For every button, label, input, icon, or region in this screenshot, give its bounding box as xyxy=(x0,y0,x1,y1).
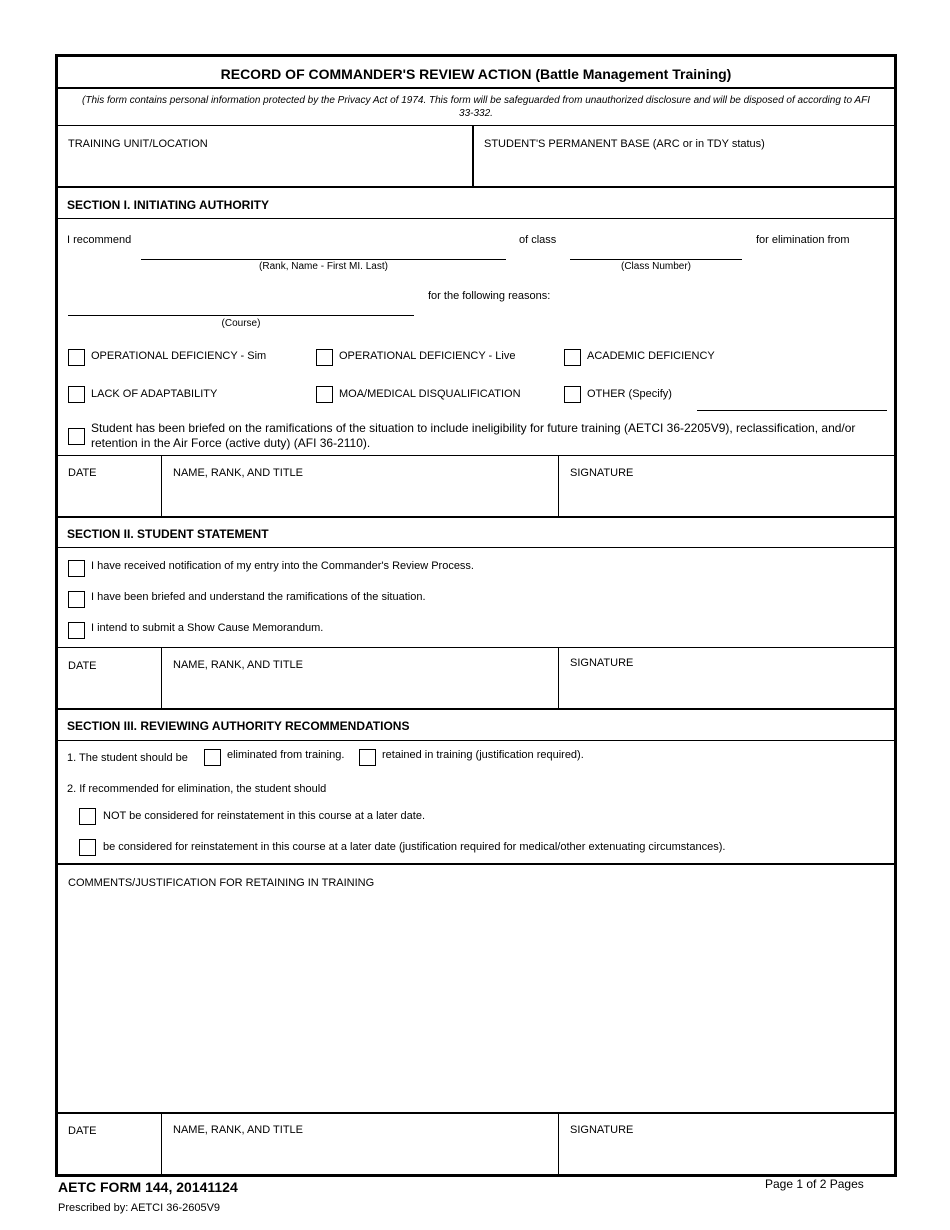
briefed-statement: Student has been briefed on the ramifications of the situation to include ineligibility for future training (AETCI 36-2205V9), reclassification, and/or retention in the Air Force (active duty) (AFI 36-2110). xyxy=(91,421,856,450)
divider xyxy=(58,125,894,126)
form-number: AETC FORM 144, 20141124 xyxy=(58,1179,238,1195)
notification-label: I have received notification of my entry into the Commander's Review Process. xyxy=(91,560,474,572)
of-class-label: of class xyxy=(519,234,557,246)
notification-checkbox[interactable] xyxy=(68,560,85,577)
not-reinstate-label: NOT be considered for reinstatement in this course at a later date. xyxy=(103,810,426,822)
form-title: RECORD OF COMMANDER'S REVIEW ACTION (Battle Management Training) xyxy=(220,66,732,82)
class-number-input[interactable] xyxy=(570,259,742,260)
s2-signature-field[interactable] xyxy=(570,675,886,705)
adaptability-checkbox[interactable] xyxy=(68,386,85,403)
class-number-caption: (Class Number) xyxy=(620,261,691,272)
briefed-understand-label: I have been briefed and understand the ramifications of the situation. xyxy=(91,591,426,603)
rank-name-input[interactable] xyxy=(141,259,506,260)
s3-signature-field[interactable] xyxy=(570,1139,886,1169)
s1-signature-field[interactable] xyxy=(570,482,886,512)
s2-name-field[interactable] xyxy=(173,675,553,705)
academic-label: ACADEMIC DEFICIENCY xyxy=(587,350,715,362)
s2-name-label: NAME, RANK, AND TITLE xyxy=(173,659,303,671)
divider xyxy=(58,218,894,219)
divider xyxy=(558,1112,559,1174)
course-caption: (Course) xyxy=(221,318,261,329)
training-unit-field[interactable] xyxy=(74,157,469,183)
divider xyxy=(161,1112,162,1174)
s3-name-label: NAME, RANK, AND TITLE xyxy=(173,1124,303,1136)
divider xyxy=(472,125,474,187)
page-indicator: Page 1 of 2 Pages xyxy=(765,1177,864,1191)
divider xyxy=(58,455,894,456)
reinstate-checkbox[interactable] xyxy=(79,839,96,856)
s3-signature-label: SIGNATURE xyxy=(570,1124,634,1136)
following-reasons-label: for the following reasons: xyxy=(428,290,551,302)
divider xyxy=(161,455,162,517)
moa-label: MOA/MEDICAL DISQUALIFICATION xyxy=(339,388,521,400)
s1-name-field[interactable] xyxy=(173,482,553,512)
s2-date-label: DATE xyxy=(68,660,97,672)
divider xyxy=(58,547,894,548)
eliminated-checkbox[interactable] xyxy=(204,749,221,766)
privacy-notice: (This form contains personal information protected by the Privacy Act of 1974. This form will be safeguarded from unauthorized disclosure and will be disposed of according to AFI 33-332. xyxy=(82,95,870,119)
divider xyxy=(161,647,162,709)
section2-heading: SECTION II. STUDENT STATEMENT xyxy=(67,527,269,541)
show-cause-label: I intend to submit a Show Cause Memorandum. xyxy=(91,622,324,634)
moa-checkbox[interactable] xyxy=(316,386,333,403)
briefed-checkbox[interactable] xyxy=(68,428,85,445)
permanent-base-label: STUDENT'S PERMANENT BASE (ARC or in TDY status) xyxy=(484,138,765,150)
other-label: OTHER (Specify) xyxy=(587,388,672,400)
divider xyxy=(58,647,894,648)
elimination-label: for elimination from xyxy=(756,234,850,246)
divider xyxy=(58,87,894,89)
op-sim-checkbox[interactable] xyxy=(68,349,85,366)
retained-checkbox[interactable] xyxy=(359,749,376,766)
q2-label: 2. If recommended for elimination, the student should xyxy=(67,783,327,795)
s1-date-label: DATE xyxy=(68,467,97,479)
training-unit-label: TRAINING UNIT/LOCATION xyxy=(68,138,208,150)
course-input[interactable] xyxy=(68,315,414,316)
reinstate-label: be considered for reinstatement in this course at a later date (justification required for medical/other extenuating circumstances). xyxy=(103,841,726,853)
s1-name-label: NAME, RANK, AND TITLE xyxy=(173,467,303,479)
show-cause-checkbox[interactable] xyxy=(68,622,85,639)
divider xyxy=(58,740,894,741)
retained-label: retained in training (justification required). xyxy=(382,749,584,761)
s2-date-field[interactable] xyxy=(70,675,158,705)
q1-label: 1. The student should be xyxy=(67,752,188,764)
op-live-label: OPERATIONAL DEFICIENCY - Live xyxy=(339,350,516,362)
s3-date-field[interactable] xyxy=(70,1139,158,1169)
adaptability-label: LACK OF ADAPTABILITY xyxy=(91,388,218,400)
divider xyxy=(58,186,894,188)
comments-textarea[interactable] xyxy=(68,895,883,1105)
section3-heading: SECTION III. REVIEWING AUTHORITY RECOMMENDATIONS xyxy=(67,719,410,733)
divider xyxy=(58,863,894,865)
s1-date-field[interactable] xyxy=(70,482,158,512)
divider xyxy=(558,647,559,709)
divider xyxy=(58,1112,894,1114)
divider xyxy=(58,708,894,710)
op-sim-label: OPERATIONAL DEFICIENCY - Sim xyxy=(91,350,267,362)
prescribed-by: Prescribed by: AETCI 36-2605V9 xyxy=(58,1202,221,1214)
eliminated-label: eliminated from training. xyxy=(227,749,345,761)
s2-signature-label: SIGNATURE xyxy=(570,657,634,669)
section1-heading: SECTION I. INITIATING AUTHORITY xyxy=(67,198,269,212)
i-recommend-label: I recommend xyxy=(67,234,132,246)
other-specify-input[interactable] xyxy=(697,410,887,411)
academic-checkbox[interactable] xyxy=(564,349,581,366)
comments-label: COMMENTS/JUSTIFICATION FOR RETAINING IN TRAINING xyxy=(68,877,375,889)
permanent-base-field[interactable] xyxy=(488,157,883,183)
s3-name-field[interactable] xyxy=(173,1139,553,1169)
op-live-checkbox[interactable] xyxy=(316,349,333,366)
divider xyxy=(558,455,559,517)
divider xyxy=(58,516,894,518)
not-reinstate-checkbox[interactable] xyxy=(79,808,96,825)
s1-signature-label: SIGNATURE xyxy=(570,467,634,479)
rank-name-caption: (Rank, Name - First MI. Last) xyxy=(259,261,388,272)
s3-date-label: DATE xyxy=(68,1125,97,1137)
form-frame xyxy=(55,54,897,1177)
other-checkbox[interactable] xyxy=(564,386,581,403)
briefed-understand-checkbox[interactable] xyxy=(68,591,85,608)
